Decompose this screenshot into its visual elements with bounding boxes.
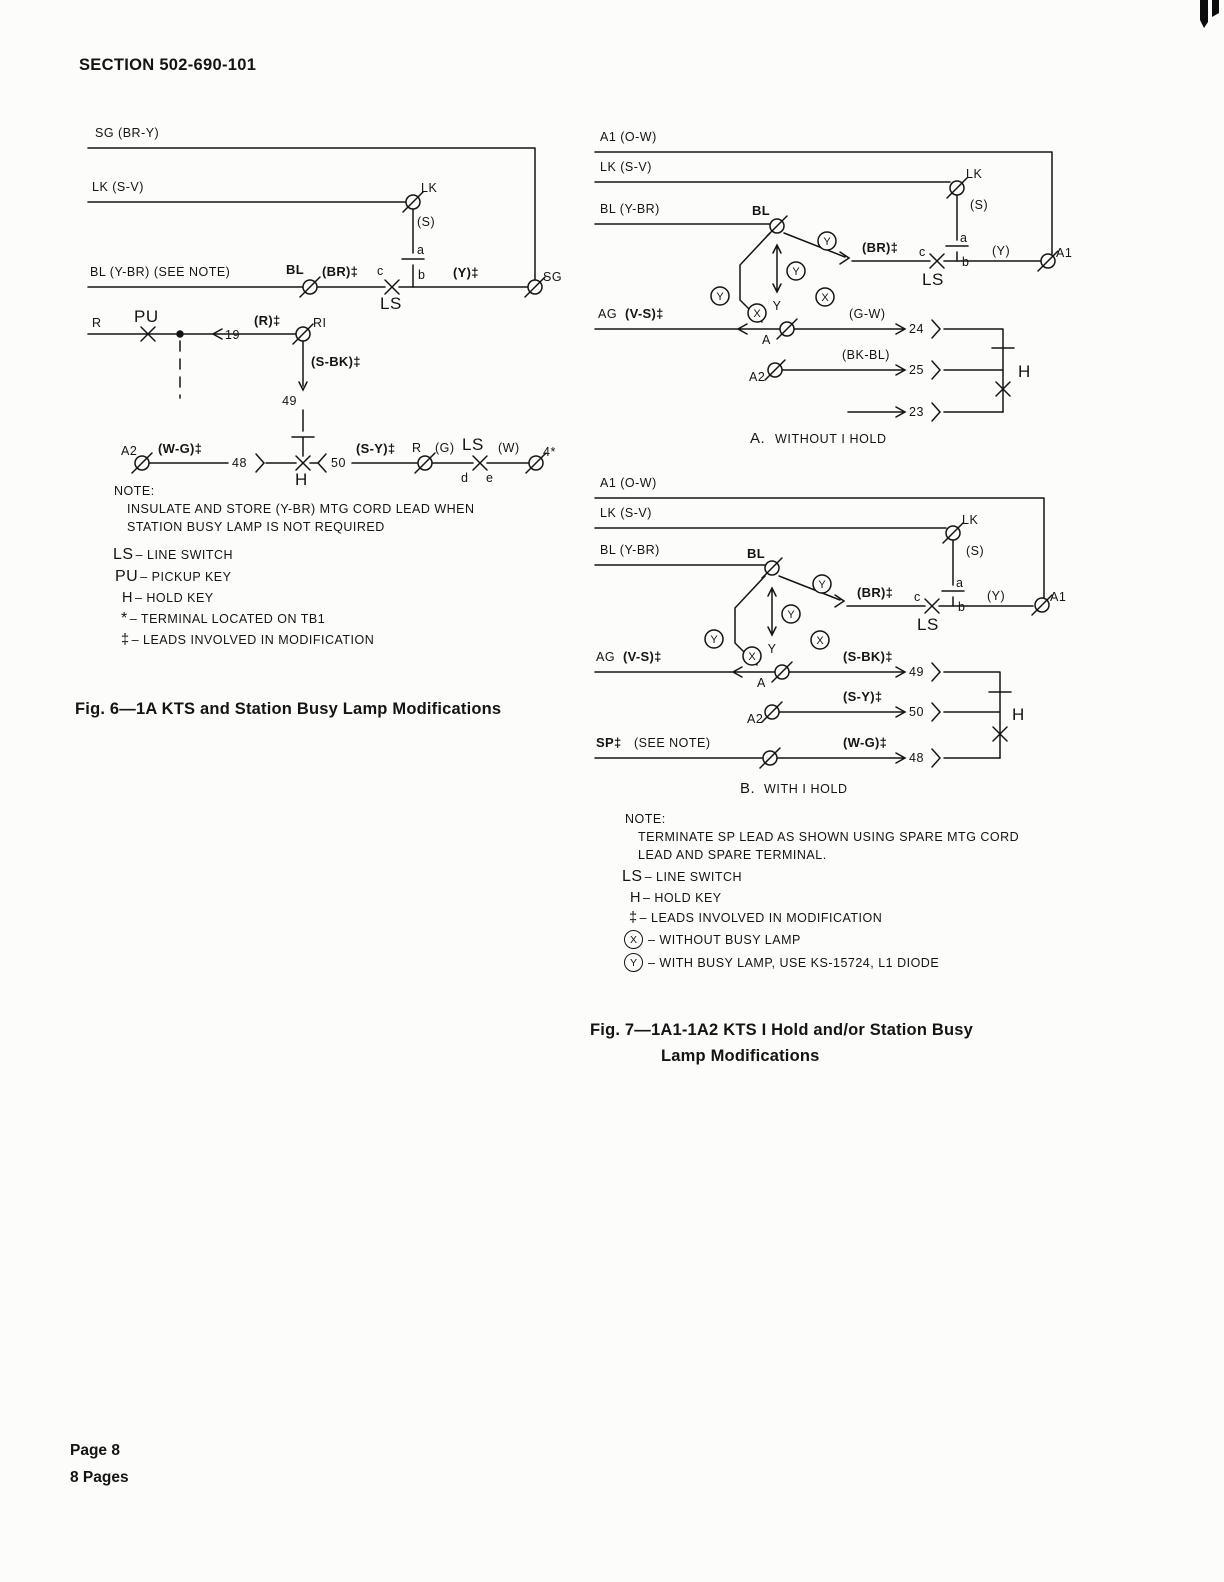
lbl-lk: LK — [421, 181, 438, 195]
legend-desc: – TERMINAL LOCATED ON TB1 — [129, 612, 326, 626]
legend-desc: – LEADS INVOLVED IN MODIFICATION — [639, 911, 883, 925]
circled-y-icon — [624, 953, 643, 972]
terminal-icon — [1032, 595, 1052, 615]
lbl-a: a — [960, 231, 968, 245]
lbl-wg: (W-G)‡ — [843, 735, 888, 750]
lbl-lk-lead: LK (S-V) — [92, 180, 144, 194]
cross-icon — [473, 456, 487, 470]
lbl-vs: (V-S)‡ — [623, 649, 662, 664]
svg-text:Y: Y — [787, 609, 795, 621]
lbl-bl: BL — [752, 203, 770, 218]
lbl-bkbl: (BK-BL) — [842, 348, 890, 362]
lbl-a2: A2 — [121, 444, 138, 458]
fig7a-caption-text: WITHOUT I HOLD — [775, 432, 887, 446]
legend-term dagger-icon: ‡ — [121, 632, 130, 648]
lbl-rmod: (R)‡ — [254, 313, 281, 328]
fig6-caption: Fig. 6—1A KTS and Station Busy Lamp Modifications — [75, 700, 502, 718]
svg-text:Y: Y — [710, 634, 718, 646]
lbl-25: 25 — [909, 363, 924, 377]
lbl-bl-lead: BL (Y-BR) — [600, 543, 660, 557]
lbl-y: (Y) — [987, 589, 1006, 603]
svg-text:X: X — [753, 308, 761, 320]
svg-text:Y: Y — [716, 291, 724, 303]
lbl-bl-lead: BL (Y-BR) — [600, 202, 660, 216]
lbl-wg: (W-G)‡ — [158, 441, 203, 456]
circled-x-icon — [743, 647, 761, 665]
legend-row — [622, 930, 939, 949]
svg-text:X: X — [816, 635, 824, 647]
legend-row — [113, 610, 374, 628]
legend-row — [113, 590, 374, 606]
lbl-aj: A — [762, 333, 771, 347]
legend-term: Y — [629, 956, 637, 969]
legend-desc: – HOLD KEY — [642, 891, 722, 905]
legend-row — [622, 868, 939, 886]
legend-row — [622, 910, 939, 926]
scan-artifact — [1200, 0, 1219, 28]
lbl-24: 24 — [909, 322, 924, 336]
lbl-r: R — [92, 316, 102, 330]
page-number: Page 8 — [70, 1442, 120, 1459]
fig7b-caption-text: WITH I HOLD — [764, 782, 848, 796]
lbl-a: a — [956, 576, 964, 590]
legend-term: H — [122, 590, 133, 606]
lbl-a1: A1 — [1050, 590, 1067, 604]
lbl-ls: LS — [917, 615, 939, 634]
cross-icon — [385, 280, 399, 294]
lbl-c: c — [377, 264, 384, 278]
lbl-aj: A — [757, 676, 766, 690]
lbl-y: (Y)‡ — [453, 265, 479, 280]
lbl-h: H — [1018, 362, 1031, 381]
lbl-sg-lead: SG (BR-Y) — [95, 126, 160, 140]
legend-desc: – LINE SWITCH — [135, 548, 234, 562]
lbl-s: (S) — [966, 544, 985, 558]
legend-desc: – WITHOUT BUSY LAMP — [648, 932, 801, 947]
lbl-sp: SP‡ — [596, 735, 622, 750]
lbl-a: a — [417, 243, 425, 257]
circled-x-icon — [748, 304, 766, 322]
lbl-50: 50 — [909, 705, 924, 719]
lbl-lk: LK — [966, 167, 983, 181]
svg-text:Y: Y — [792, 266, 800, 278]
lbl-49: 49 — [909, 665, 924, 679]
lbl-pu: PU — [134, 307, 159, 326]
lbl-br: (BR)‡ — [857, 585, 894, 600]
note-line: STATION BUSY LAMP IS NOT REQUIRED — [127, 520, 385, 534]
circled-y-icon — [818, 232, 836, 250]
legend-term: PU — [115, 568, 139, 585]
lbl-w: (W) — [498, 441, 520, 455]
lbl-4t: 4* — [543, 445, 556, 459]
lbl-19: 19 — [225, 328, 240, 342]
lbl-49: 49 — [282, 394, 297, 408]
lbl-ag: AG — [598, 307, 618, 321]
legend-row — [113, 632, 374, 648]
page-count: 8 Pages — [70, 1469, 129, 1486]
fig7-legend — [622, 868, 939, 976]
note-line: INSULATE AND STORE (Y-BR) MTG CORD LEAD WHEN — [127, 502, 475, 516]
terminal-icon — [760, 748, 780, 768]
svg-text:Y: Y — [818, 579, 826, 591]
lbl-yy: Y — [772, 299, 782, 313]
lbl-a1-lead: A1 (O-W) — [600, 130, 657, 144]
circled-x-icon — [624, 930, 643, 949]
lbl-s: (S) — [417, 215, 436, 229]
legend-desc: – WITH BUSY LAMP, USE KS-15724, L1 DIODE — [648, 955, 940, 970]
lbl-g: (G) — [435, 441, 455, 455]
lbl-sbk: (S-BK)‡ — [843, 649, 893, 664]
cross-icon — [930, 254, 944, 268]
legend-term dagger-icon: ‡ — [629, 910, 638, 926]
lbl-b: b — [418, 268, 426, 282]
legend-desc: – LINE SWITCH — [644, 870, 743, 884]
lbl-bl: BL — [286, 262, 304, 277]
circled-x-icon — [816, 288, 834, 306]
fig6-note — [114, 482, 475, 536]
lbl-br: (BR)‡ — [862, 240, 899, 255]
note-line: LEAD AND SPARE TERMINAL. — [638, 848, 827, 862]
fig7-caption-line2: Lamp Modifications — [661, 1047, 820, 1065]
circled-y-icon — [787, 262, 805, 280]
lbl-ag: AG — [596, 650, 616, 664]
lbl-gw: (G-W) — [849, 307, 886, 321]
cross-icon — [296, 456, 310, 470]
lbl-ls: LS — [922, 270, 944, 289]
lbl-sy: (S-Y)‡ — [843, 689, 883, 704]
fig7-caption-line1: Fig. 7—1A1-1A2 KTS I Hold and/or Station Busy — [590, 1021, 974, 1039]
lbl-br: (BR)‡ — [322, 264, 359, 279]
circled-x-icon — [811, 631, 829, 649]
lbl-h: H — [295, 470, 308, 489]
lbl-d: d — [461, 471, 469, 485]
lbl-sy: (S-Y)‡ — [356, 441, 396, 456]
svg-text:X: X — [748, 651, 756, 663]
svg-text:Y: Y — [823, 236, 831, 248]
lbl-e: e — [486, 471, 494, 485]
legend-term: LS — [113, 546, 134, 563]
legend-row — [622, 953, 939, 972]
terminal-icon — [762, 558, 782, 578]
lbl-a2: A2 — [747, 712, 764, 726]
note-title: NOTE: — [625, 812, 666, 826]
lbl-b: b — [962, 255, 970, 269]
terminal-icon — [300, 277, 320, 297]
fig7a-diagram — [595, 130, 1072, 447]
lbl-lk-lead: LK (S-V) — [600, 506, 652, 520]
lbl-bl-lead: BL (Y-BR) (SEE NOTE) — [90, 265, 231, 279]
lbl-h: H — [1012, 705, 1025, 724]
fig7a-caption-letter: A. — [750, 430, 766, 447]
fig7b-diagram — [595, 476, 1066, 797]
circled-y-icon — [711, 287, 729, 305]
legend-desc: – HOLD KEY — [134, 591, 214, 605]
lbl-vs: (V-S)‡ — [625, 306, 664, 321]
legend-row — [113, 546, 374, 564]
legend-row — [113, 568, 374, 586]
lbl-23: 23 — [909, 405, 924, 419]
lbl-y: (Y) — [992, 244, 1011, 258]
lbl-ls2: LS — [462, 435, 484, 454]
lbl-c: c — [919, 245, 926, 259]
lbl-ri: RI — [313, 316, 327, 330]
fig6-diagram — [88, 126, 562, 489]
section-header: SECTION 502-690-101 — [79, 56, 257, 74]
note-line: TERMINATE SP LEAD AS SHOWN USING SPARE MTG CORD — [638, 830, 1020, 844]
note-title: NOTE: — [114, 484, 155, 498]
lbl-sp-note: (SEE NOTE) — [634, 736, 711, 750]
lbl-s: (S) — [970, 198, 989, 212]
fig7b-caption-letter: B. — [740, 780, 756, 797]
legend-row — [622, 890, 939, 906]
circled-y-icon — [782, 605, 800, 623]
lbl-a2: A2 — [749, 370, 766, 384]
lbl-48: 48 — [909, 751, 924, 765]
lbl-b: b — [958, 600, 966, 614]
junction-dot — [177, 331, 183, 337]
fig6-legend — [113, 546, 374, 652]
lbl-ls: LS — [380, 294, 402, 313]
lbl-a1-lead: A1 (O-W) — [600, 476, 657, 490]
legend-term asterisk-icon: * — [121, 610, 128, 627]
lbl-sbk: (S-BK)‡ — [311, 354, 361, 369]
svg-text:X: X — [821, 292, 829, 304]
lbl-r2: R — [412, 441, 422, 455]
lbl-yy: Y — [767, 642, 777, 656]
lbl-lk-lead: LK (S-V) — [600, 160, 652, 174]
lbl-a1: A1 — [1056, 246, 1073, 260]
cross-icon — [925, 599, 939, 613]
lbl-sg: SG — [543, 270, 563, 284]
legend-term: H — [630, 890, 641, 906]
fig7-note — [625, 810, 1019, 864]
circled-y-icon — [705, 630, 723, 648]
lbl-50: 50 — [331, 456, 346, 470]
circled-y-icon — [813, 575, 831, 593]
lbl-bl: BL — [747, 546, 765, 561]
legend-desc: – PICKUP KEY — [140, 570, 232, 584]
lbl-lk: LK — [962, 513, 979, 527]
legend-term: X — [629, 933, 637, 946]
lbl-48: 48 — [232, 456, 247, 470]
legend-term: LS — [622, 868, 643, 885]
legend-desc: – LEADS INVOLVED IN MODIFICATION — [131, 633, 375, 647]
lbl-c: c — [914, 590, 921, 604]
